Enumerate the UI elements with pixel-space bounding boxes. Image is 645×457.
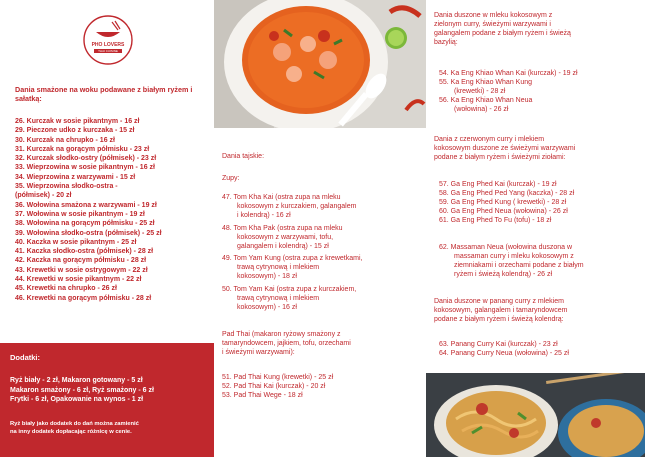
red-curry-heading (434, 135, 639, 162)
addition-line: Frytki - 6 zł, Opakowanie na wynos - 1 zł (10, 396, 144, 403)
wok-dishes-heading: Dania smażone na woku podawane z białym ryżem i sałatką: (15, 85, 193, 103)
noodles-photo (426, 373, 645, 457)
soup-item-line: 49. Tom Yam Kung (ostra zupa z krewetkami, (222, 255, 363, 262)
menu-item: 32. Kurczak słodko-ostry (półmisek) - 23 zł (15, 155, 157, 163)
menu-item: 34. Wieprzowina z warzywami - 15 zł (15, 173, 136, 181)
soup-item-line: kokosowym z warzywami, tofu, (237, 233, 334, 241)
green-heading-line: Dania duszone w mleku kokosowym z (434, 12, 553, 19)
pad-thai-item: 51. Pad Thai Kung (krewetki) - 25 zł (222, 374, 334, 381)
soups-list (222, 193, 422, 315)
red-heading-line: kokosowym duszone ze świeżymi warzywami (434, 145, 576, 152)
green-curry-list (439, 69, 639, 114)
menu-item: 43. Krewetki w sosie ostrygowym - 22 zł (15, 266, 148, 274)
menu-item: 39. Wołowina słodko-ostra (półmisek) - 25 zł (15, 229, 162, 237)
soup-item (222, 224, 422, 251)
menu-item: 46. Krewetki na gorącym półmisku - 28 zł (15, 294, 152, 302)
red-curry-list (439, 180, 639, 225)
wok-dishes-list (15, 117, 211, 303)
soup-item-line: kokosowym z kurczakiem, galangalem (237, 203, 357, 210)
soups-subtitle: Zupy: (222, 175, 240, 182)
green-heading-line: galangalem podane z białym ryżem i świeżą (434, 30, 571, 37)
soup-item-line: 47. Tom Kha Kai (ostra zupa na mleku (222, 194, 341, 201)
addition-line: Makaron smażony - 6 zł, Ryż smażony - 6 zł (10, 386, 154, 394)
red-curry-item: 59. Ga Eng Phed Kung ( krewetki) - 28 zł (439, 199, 567, 206)
panang-heading-line: kokosowym, galangalem i tamaryndowcem (434, 307, 568, 314)
menu-item: 38. Wołowina na gorącym półmisku - 25 zł (15, 220, 155, 228)
soup-photo (214, 0, 426, 128)
logo-subtitle: THAI CUISINE (94, 49, 122, 53)
menu-item: 45. Krewetki na chrupko - 26 zł (15, 285, 117, 293)
panang-heading-line: podane z białym ryżem i świeżą kolendrą: (434, 316, 564, 323)
panang-curry-item: 63. Panang Curry Kai (kurczak) - 23 zł (439, 341, 558, 348)
green-curry-heading (434, 11, 639, 47)
left-column (0, 0, 214, 457)
pad-thai-description (222, 330, 422, 357)
note-line: Ryż biały jako dodatek do dań można zamienić (10, 421, 139, 427)
note-line: na inny dodatek dopłacając różnicę w cenie. (10, 429, 132, 435)
red-curry-item: 61. Ga Eng Phed To Fu (tofu) - 18 zł (439, 217, 552, 224)
middle-column (214, 0, 426, 457)
panang-curry-heading (434, 297, 639, 324)
menu-item: 26. Kurczak w sosie pikantnym - 16 zł (15, 118, 140, 125)
pad-thai-line: Pad Thai (makaron ryżowy smażony z (222, 331, 341, 338)
logo (82, 14, 134, 66)
massaman-item (439, 243, 639, 279)
menu-item: 29. Pieczone udko z kurczaka - 15 zł (15, 127, 135, 135)
menu-item: 31. Kurczak na gorącym półmisku - 23 zł (15, 145, 150, 153)
soup-item (222, 254, 422, 281)
soup-item-line: kokosowym) - 16 zł (237, 303, 297, 311)
additions-box (0, 343, 214, 457)
panang-curry-list (439, 340, 639, 358)
menu-item: 42. Kaczka na gorącym półmisku - 28 zł (15, 257, 147, 265)
menu-item: 35. Wieprzowina słodko-ostra - (15, 183, 118, 191)
additions-note (10, 420, 210, 436)
additions-list (10, 376, 210, 405)
menu-item: 30. Kurczak na chrupko - 16 zł (15, 136, 115, 144)
logo-name: PHO LOVERS (91, 42, 125, 48)
thai-dishes-title: Dania tajskie: (222, 153, 265, 160)
soup-item-line: 48. Tom Kha Pak (ostra zupa na mleku (222, 224, 343, 232)
pad-thai-item: 52. Pad Thai Kai (kurczak) - 20 zł (222, 383, 326, 390)
soup-item-line: galangalem i kolendrą) - 15 zł (237, 242, 329, 250)
soup-item (222, 193, 422, 220)
pad-thai-line: i świeżymi warzywami): (222, 349, 295, 356)
massaman-line: 62. Massaman Neua (wołowina duszona w (439, 244, 573, 251)
green-heading-line: bazylią: (434, 39, 458, 46)
menu-item: (półmisek) - 20 zł (15, 192, 72, 200)
green-curry-item: 56. Ka Eng Khiao Whan Neua (439, 97, 533, 104)
additions-title: Dodatki: (10, 353, 40, 362)
massaman-line: ziemniakami i orzechami podane z białym (454, 262, 584, 269)
menu-item: 37. Wołowina w sosie pikantnym - 19 zł (15, 210, 145, 218)
addition-line: Ryż biały - 2 zł, Makaron gotowany - 5 zł (10, 377, 143, 384)
menu-item: 41. Kaczka słodko-ostra (półmisek) - 28 zł (15, 248, 154, 256)
green-curry-item: 55. Ka Eng Khiao Whan Kung (439, 79, 533, 86)
soup-image-icon (214, 0, 426, 128)
green-curry-item: (krewetki) - 28 zł (454, 88, 506, 95)
green-heading-line: zielonym curry, świeżymi warzywami i (434, 21, 551, 28)
green-curry-item: (wołowina) - 26 zł (454, 106, 509, 113)
soup-item-line: i kolendrą) - 16 zł (237, 212, 291, 219)
noodles-image-icon (426, 373, 645, 457)
soup-item-line: 50. Tom Yam Kai (ostra zupa z kurczakiem, (222, 285, 357, 293)
bowl-logo-icon (82, 14, 134, 66)
menu-item: 33. Wieprzowina w sosie pikantnym - 16 zł (15, 164, 155, 172)
menu-item: 40. Kaczka w sosie pikantnym - 25 zł (15, 238, 137, 246)
massaman-line: ryżem i świeżą kolendrą) - 26 zł (454, 271, 553, 278)
right-column (426, 0, 645, 457)
red-heading-line: Dania z czerwonym curry i mlekiem (434, 136, 545, 143)
soup-item-line: trawą cytrynową i mlekiem (237, 294, 320, 302)
menu-item: 44. Krewetki w sosie pikantnym - 22 zł (15, 276, 142, 284)
menu-item: 36. Wołowina smażona z warzywami - 19 zł (15, 201, 157, 209)
panang-heading-line: Dania duszone w panang curry z mlekiem (434, 298, 564, 305)
pad-thai-line: tamaryndowcem, jajkiem, tofu, orzechami (222, 340, 351, 347)
pad-thai-list (222, 373, 422, 400)
soup-item-line: kokosowym) - 18 zł (237, 273, 297, 280)
red-heading-line: podane z białym ryżem i świeżymi ziołami: (434, 154, 566, 161)
panang-curry-item: 64. Panang Curry Neua (wołowina) - 25 zł (439, 350, 569, 357)
red-curry-item: 57. Ga Eng Phed Kai (kurczak) - 19 zł (439, 181, 557, 188)
massaman-line: massaman curry i mleku kokosowym z (454, 253, 574, 260)
soup-item (222, 285, 422, 312)
green-curry-item: 54. Ka Eng Khiao Whan Kai (kurczak) - 19 zł (439, 70, 578, 77)
soup-item-line: trawą cytrynową i mlekiem (237, 264, 320, 271)
pad-thai-item: 53. Pad Thai Wege - 18 zł (222, 392, 303, 399)
red-curry-item: 58. Ga Eng Phed Ped Yang (kaczka) - 28 zł (439, 190, 575, 197)
red-curry-item: 60. Ga Eng Phed Neua (wołowina) - 26 zł (439, 208, 568, 215)
